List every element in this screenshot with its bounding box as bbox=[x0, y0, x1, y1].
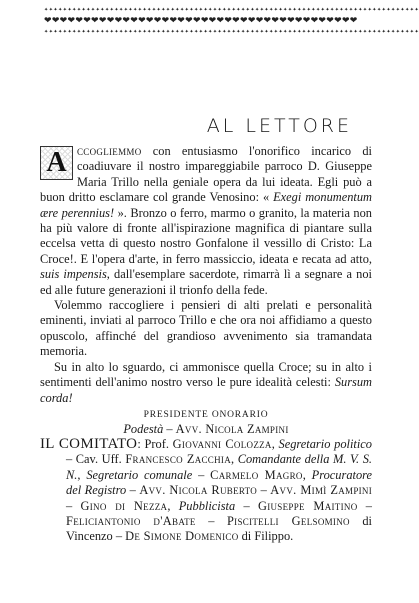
separator: , bbox=[77, 467, 87, 482]
member-name: De Simone Domenico bbox=[125, 529, 239, 544]
separator: , bbox=[302, 467, 312, 482]
member-name: Francesco Zacchia bbox=[125, 452, 231, 467]
body-text bbox=[40, 144, 372, 545]
member-role: Comandante della M. V. S. N. bbox=[66, 452, 372, 482]
text-run: – Cav. Uff. bbox=[66, 452, 126, 467]
separator: – bbox=[126, 483, 140, 498]
latin-phrase: suis impensis bbox=[40, 267, 107, 282]
member-role: Pubblicista bbox=[178, 498, 236, 513]
separator: – bbox=[357, 498, 372, 513]
text-run: di Filippo. bbox=[238, 529, 294, 544]
member-name: Feliciantonio d'Abate bbox=[66, 513, 196, 528]
text-run: ». Bronzo o ferro, marmo o granito, la materia non ha più valore di fronte all'ispirazione magnifica di piantare sulla eccelsa vetta di questo nostro Gonfalone il vessillo di Cristo: La Croce!. E l'opera d'arte, in ferro massiccio, ideata e recata ad atto, bbox=[40, 205, 372, 266]
text-run: , dall'esemplare sacerdote, rimarrà lì a segnare a noi ed alle future generazioni il trionfo della fede. bbox=[40, 267, 372, 297]
separator: – bbox=[257, 483, 271, 498]
member-name: Carmelo Magro bbox=[210, 467, 303, 482]
presidente-role: Podestà bbox=[123, 421, 164, 436]
member-name: Gino di Nezza bbox=[80, 498, 168, 513]
paragraph-2: Volemmo raccogliere i pensieri di alti prelati e personalità eminenti, inviati al parroco Trillo e che ora noi affidiamo a questo opuscolo, affinché del grandioso avvenimento sia tramandata memoria. bbox=[40, 298, 372, 359]
member-name: Giovanni Colozza bbox=[172, 436, 272, 451]
presidente-name: Avv. Nicola Zampini bbox=[175, 421, 289, 436]
separator: , bbox=[271, 436, 279, 451]
separator: – bbox=[66, 498, 81, 513]
member-name: Piscitelli Gelsomino bbox=[226, 513, 350, 528]
comitato-list bbox=[40, 437, 372, 545]
comitato-label: IL COMITATO bbox=[40, 435, 138, 452]
member-role: Procuratore del Registro bbox=[66, 467, 373, 498]
text-run: Su in alto lo sguardo, ci ammonisce quella Croce; su in alto i sentimenti dell'animo nostro verso le pure idealità celesti: bbox=[40, 359, 372, 390]
separator: – bbox=[163, 421, 176, 436]
ornament-band: ❤❤❤❤❤❤❤❤❤❤❤❤❤❤❤❤❤❤❤❤❤❤❤❤❤❤❤❤❤❤❤❤❤❤❤❤❤❤❤❤ bbox=[44, 16, 358, 26]
member-name: Giuseppe Maitino bbox=[257, 498, 358, 513]
decorated-initial: A bbox=[40, 146, 73, 180]
separator: : bbox=[137, 436, 145, 451]
text-run: con entusiasmo l'onorifico incarico di coadiuvare il nostro impareggiabile parroco D. Giuseppe Maria Trillo nella geniale opera da lui ideata. Egli può a buon dritto esclamare col grande Venosino: « bbox=[40, 144, 372, 205]
member-role: Segretario politico bbox=[278, 436, 372, 451]
opening-word: ccogliemmo bbox=[77, 144, 142, 158]
text-run: Prof. bbox=[144, 436, 173, 451]
separator: , bbox=[167, 498, 179, 513]
latin-quote: Exegi monumentum ære perennius! bbox=[40, 190, 372, 220]
member-role: Segretario comunale bbox=[86, 467, 193, 482]
presidente-line bbox=[40, 422, 372, 437]
member-name: Avv. Nicola Ruberto bbox=[139, 483, 258, 498]
paragraph-1 bbox=[40, 144, 372, 298]
separator: – bbox=[192, 467, 211, 482]
separator: – bbox=[235, 498, 258, 513]
text-run: di Vincenzo – bbox=[66, 513, 372, 544]
ornament-border-bottom: ✦✦✦✦✦✦✦✦✦✦✦✦✦✦✦✦✦✦✦✦✦✦✦✦✦✦✦✦✦✦✦✦✦✦✦✦✦✦✦✦✦✦✦✦✦✦✦✦✦✦✦✦✦✦✦✦✦✦✦✦✦✦✦✦✦✦✦✦✦✦✦✦✦✦✦✦✦✦✦✦ bbox=[44, 29, 419, 35]
separator: – bbox=[195, 513, 227, 528]
ornament-border-top: ✦✦✦✦✦✦✦✦✦✦✦✦✦✦✦✦✦✦✦✦✦✦✦✦✦✦✦✦✦✦✦✦✦✦✦✦✦✦✦✦✦✦✦✦✦✦✦✦✦✦✦✦✦✦✦✦✦✦✦✦✦✦✦✦✦✦✦✦✦✦✦✦✦✦✦✦✦✦✦✦ bbox=[44, 7, 419, 13]
page-title: AL LETTORE bbox=[206, 115, 352, 137]
paragraph-3 bbox=[40, 360, 372, 406]
latin-phrase: Sursum corda! bbox=[40, 375, 372, 405]
member-name: Avv. Mimì Zampini bbox=[270, 483, 373, 498]
presidente-title: PRESIDENTE ONORARIO bbox=[143, 409, 269, 420]
separator: , bbox=[231, 452, 238, 467]
